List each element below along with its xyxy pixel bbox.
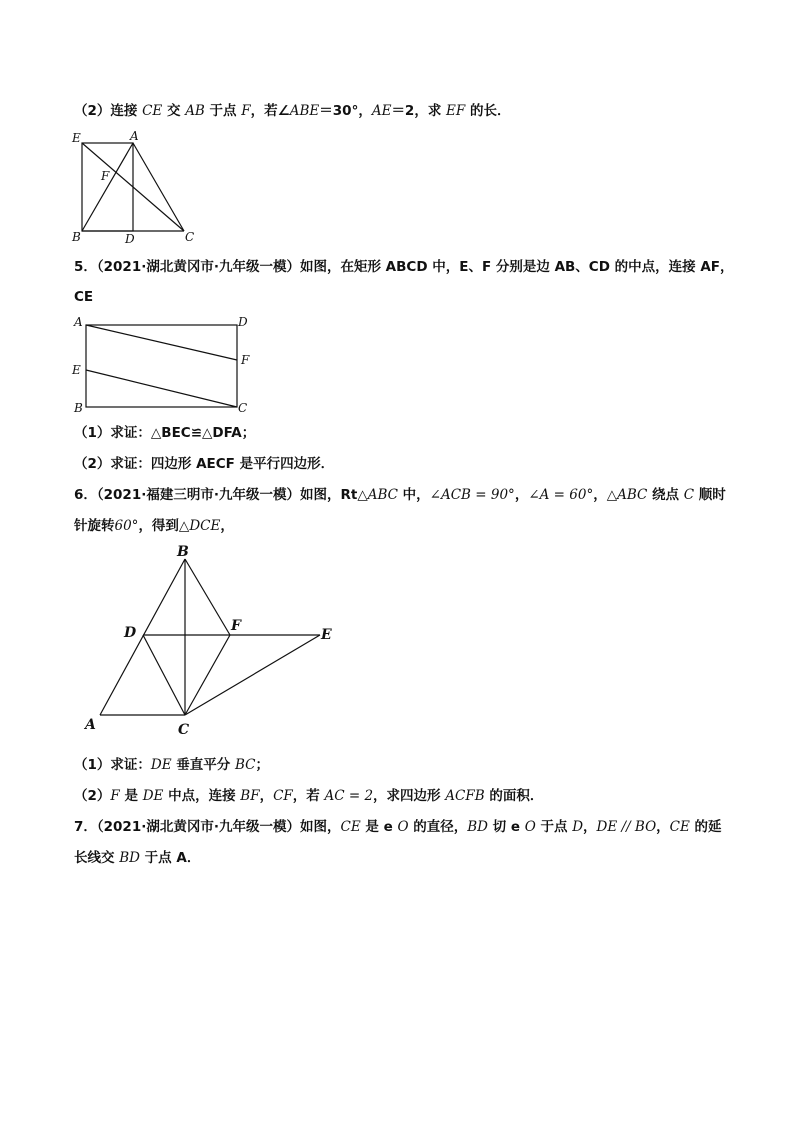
- text-segment: 针旋转: [74, 518, 115, 534]
- text-segment: 的长．: [465, 103, 511, 119]
- fig4-label-b: B: [72, 230, 81, 244]
- q5-part1: （1）求证：△BEC≌△DFA；: [74, 425, 256, 441]
- text-segment: 是: [119, 788, 143, 804]
- text-segment: ，得到△: [138, 518, 190, 534]
- fig5-rectangle: [86, 325, 237, 407]
- text-segment: 中点，连接: [163, 788, 241, 804]
- text-segment: ，若∠: [250, 103, 290, 119]
- fig5-label-d: D: [238, 315, 248, 329]
- math-ab: AB: [185, 103, 205, 119]
- fig4-label-f: F: [101, 169, 110, 183]
- text-segment: ．: [186, 850, 201, 866]
- math-60deg: 60°: [114, 518, 139, 534]
- text-segment: ，: [656, 819, 670, 835]
- math-o: O: [397, 819, 409, 835]
- math-bc: BC: [235, 757, 256, 773]
- fig4-label-e: E: [72, 131, 81, 145]
- q5-part2: （2）求证：四边形 AECF 是平行四边形．: [74, 456, 335, 472]
- math-f: F: [241, 103, 251, 119]
- math-ac: AC = 2: [324, 788, 374, 804]
- text-segment: 顺时: [694, 487, 726, 503]
- q6-line2: [74, 516, 234, 536]
- math-d: D: [572, 819, 584, 835]
- math-dce: DCE: [189, 518, 221, 534]
- math-ce: CE: [669, 819, 690, 835]
- text-segment: ＝30°，: [319, 103, 372, 119]
- text-segment: 6．（2021·福建三明市·九年级一模）如图，Rt△: [74, 487, 368, 503]
- fig4-label-c: C: [185, 230, 195, 244]
- fig5-label-c: C: [238, 401, 248, 415]
- q5-line2: CE: [74, 289, 94, 305]
- math-ef: EF: [446, 103, 466, 119]
- text-segment: ，: [514, 487, 529, 503]
- q7-line2: [74, 848, 200, 868]
- text-segment: 7．（2021·湖北黄冈市·九年级一模）如图，: [74, 819, 341, 835]
- text-segment: 的直径，: [408, 819, 468, 835]
- math-ce: CE: [340, 819, 361, 835]
- fig6-line-bf: [185, 559, 230, 635]
- math-acfb: ACFB: [445, 788, 485, 804]
- fig6-line-dc: [143, 635, 185, 715]
- text-segment: ；: [255, 757, 270, 773]
- text-segment: 于点: [535, 819, 573, 835]
- text-segment: 垂直平分: [171, 757, 235, 773]
- math-ce: CE: [142, 103, 163, 119]
- fig4-line-ac: [133, 143, 184, 231]
- fig5-line-af: [86, 325, 237, 360]
- math-angle-a: ∠A = 60°: [528, 487, 594, 503]
- text-segment: 于点: [204, 103, 242, 119]
- math-o: O: [524, 819, 536, 835]
- math-c: C: [683, 487, 695, 503]
- q6-line1: [74, 485, 726, 505]
- q4-figure: [0, 0, 794, 260]
- q6-part2: [74, 786, 543, 806]
- math-angle-acb: ∠ACB = 90°: [429, 487, 515, 503]
- math-abc: ABC: [617, 487, 648, 503]
- fig5-label-a: A: [74, 315, 83, 329]
- text-segment: 的延: [689, 819, 722, 835]
- math-abe: ABE: [289, 103, 320, 119]
- text-segment: （2）连接: [74, 103, 143, 119]
- text-segment: 的面积．: [484, 788, 544, 804]
- fig4-line-ba: [82, 143, 133, 231]
- fig6-label-f: F: [231, 618, 241, 634]
- fig6-label-e: E: [321, 627, 332, 643]
- fig4-label-d: D: [125, 232, 135, 246]
- text-segment: ，: [220, 518, 234, 534]
- text-segment: 中，: [397, 487, 430, 503]
- math-bd: BD: [467, 819, 488, 835]
- q6-part1: [74, 755, 269, 775]
- text-segment: 长线交: [74, 850, 120, 866]
- text-segment: ，: [259, 788, 274, 804]
- math-de: DE: [150, 757, 172, 773]
- text-segment: （1）求证：: [74, 757, 151, 773]
- fig5-label-f: F: [241, 353, 250, 367]
- fig6-label-b: B: [177, 544, 189, 560]
- fig6-label-d: D: [124, 625, 137, 641]
- fig5-label-b: B: [74, 401, 83, 415]
- fig4-label-a: A: [130, 129, 139, 143]
- math-de-parallel-bo: DE // BO: [596, 819, 657, 835]
- text-segment: 绕点: [647, 487, 684, 503]
- text-segment: ，△: [593, 487, 618, 503]
- fig6-label-a: A: [85, 717, 96, 733]
- text-segment: 交: [162, 103, 186, 119]
- text-segment: ，求四边形: [373, 788, 446, 804]
- q5-figure: [0, 300, 794, 425]
- text-segment: 是 e: [360, 819, 398, 835]
- q5-line1: 5．（2021·湖北黄冈市·九年级一模）如图，在矩形 ABCD 中，E、F 分别是边 AB、CD 的中点，连接 AF，: [74, 259, 734, 275]
- fig6-label-c: C: [178, 722, 190, 738]
- text-segment: 切 e: [487, 819, 525, 835]
- text-segment: （2）: [74, 788, 111, 804]
- q7-line1: [74, 817, 722, 837]
- q6-figure: [0, 540, 794, 745]
- fig6-line-fc: [185, 635, 230, 715]
- text-segment: ，: [583, 819, 597, 835]
- text-segment: ，若: [292, 788, 325, 804]
- math-f: F: [110, 788, 120, 804]
- text-segment: 于点: [139, 850, 177, 866]
- math-cf: CF: [273, 788, 293, 804]
- fig5-label-e: E: [72, 363, 81, 377]
- fig6-line-ce: [185, 635, 320, 715]
- math-de: DE: [142, 788, 164, 804]
- math-bf: BF: [240, 788, 260, 804]
- math-abc: ABC: [367, 487, 398, 503]
- math-bd: BD: [119, 850, 140, 866]
- math-ae: AE: [371, 103, 392, 119]
- fig5-line-ec: [86, 370, 237, 407]
- text-segment: ＝2，求: [391, 103, 447, 119]
- math-a: A: [176, 850, 187, 866]
